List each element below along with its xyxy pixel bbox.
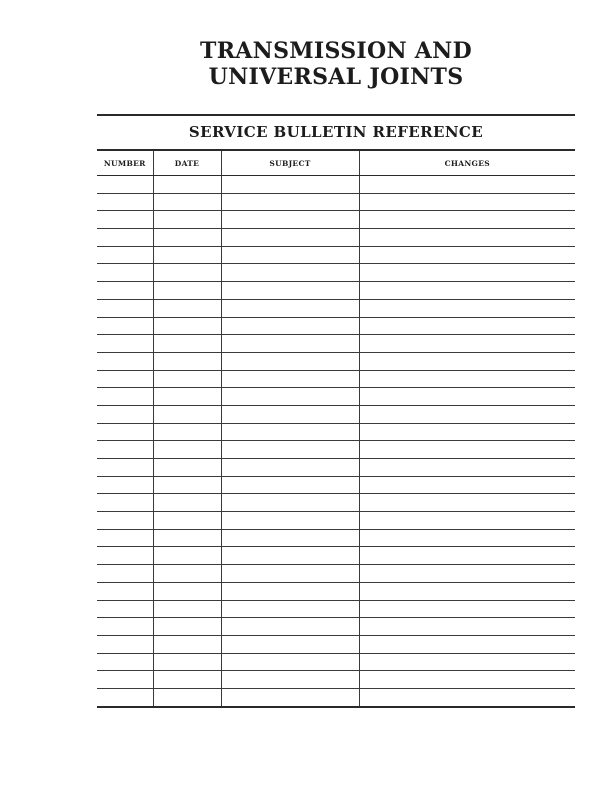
table-row <box>97 512 575 530</box>
number-cell <box>97 335 153 353</box>
table-row <box>97 529 575 547</box>
page-title <box>0 38 612 90</box>
table-row <box>97 264 575 282</box>
subject-cell <box>221 211 359 229</box>
table-row <box>97 565 575 583</box>
date-cell <box>153 671 221 689</box>
changes-cell <box>359 299 575 317</box>
table-row <box>97 688 575 706</box>
table-row <box>97 405 575 423</box>
date-cell <box>153 565 221 583</box>
table-row <box>97 459 575 477</box>
subject-cell <box>221 246 359 264</box>
column-header-number: NUMBER <box>97 151 153 176</box>
date-cell <box>153 653 221 671</box>
service-bulletin-reference-form <box>97 114 575 708</box>
changes-cell <box>359 405 575 423</box>
number-cell <box>97 193 153 211</box>
number-cell <box>97 512 153 530</box>
table-row <box>97 441 575 459</box>
table-row <box>97 211 575 229</box>
changes-cell <box>359 193 575 211</box>
number-cell <box>97 441 153 459</box>
changes-cell <box>359 335 575 353</box>
section-heading: SERVICE BULLETIN REFERENCE <box>188 123 484 141</box>
date-cell <box>153 688 221 706</box>
subject-cell <box>221 264 359 282</box>
number-cell <box>97 282 153 300</box>
date-cell <box>153 246 221 264</box>
subject-cell <box>221 512 359 530</box>
changes-cell <box>359 441 575 459</box>
table-row <box>97 476 575 494</box>
date-cell <box>153 264 221 282</box>
number-cell <box>97 423 153 441</box>
changes-cell <box>359 246 575 264</box>
table-row <box>97 423 575 441</box>
date-cell <box>153 529 221 547</box>
changes-cell <box>359 529 575 547</box>
changes-cell <box>359 459 575 477</box>
number-cell <box>97 688 153 706</box>
title-line-1: TRANSMISSION AND <box>200 38 472 64</box>
table-row <box>97 352 575 370</box>
date-cell <box>153 388 221 406</box>
date-cell <box>153 282 221 300</box>
date-cell <box>153 405 221 423</box>
table-row <box>97 299 575 317</box>
table-row <box>97 176 575 194</box>
date-cell <box>153 547 221 565</box>
subject-cell <box>221 600 359 618</box>
subject-cell <box>221 352 359 370</box>
subject-cell <box>221 459 359 477</box>
number-cell <box>97 299 153 317</box>
column-header-subject: SUBJECT <box>221 151 359 176</box>
table-row <box>97 653 575 671</box>
number-cell <box>97 229 153 247</box>
number-cell <box>97 476 153 494</box>
subject-cell <box>221 688 359 706</box>
table-row <box>97 246 575 264</box>
date-cell <box>153 459 221 477</box>
date-cell <box>153 176 221 194</box>
table-row <box>97 635 575 653</box>
changes-cell <box>359 512 575 530</box>
changes-cell <box>359 688 575 706</box>
subject-cell <box>221 441 359 459</box>
table-row <box>97 494 575 512</box>
subject-cell <box>221 565 359 583</box>
number-cell <box>97 211 153 229</box>
table-row <box>97 582 575 600</box>
changes-cell <box>359 671 575 689</box>
number-cell <box>97 264 153 282</box>
table-body <box>97 176 575 707</box>
table-row <box>97 335 575 353</box>
changes-cell <box>359 635 575 653</box>
number-cell <box>97 547 153 565</box>
number-cell <box>97 529 153 547</box>
date-cell <box>153 600 221 618</box>
changes-cell <box>359 388 575 406</box>
subject-cell <box>221 671 359 689</box>
subject-cell <box>221 388 359 406</box>
changes-cell <box>359 282 575 300</box>
changes-cell <box>359 211 575 229</box>
number-cell <box>97 459 153 477</box>
changes-cell <box>359 565 575 583</box>
number-cell <box>97 388 153 406</box>
changes-cell <box>359 582 575 600</box>
subject-cell <box>221 635 359 653</box>
changes-cell <box>359 264 575 282</box>
table-row <box>97 600 575 618</box>
changes-cell <box>359 370 575 388</box>
changes-cell <box>359 317 575 335</box>
subject-cell <box>221 547 359 565</box>
number-cell <box>97 352 153 370</box>
table-row <box>97 547 575 565</box>
table-row <box>97 618 575 636</box>
table-row <box>97 317 575 335</box>
changes-cell <box>359 547 575 565</box>
changes-cell <box>359 423 575 441</box>
date-cell <box>153 476 221 494</box>
date-cell <box>153 635 221 653</box>
changes-cell <box>359 176 575 194</box>
subject-cell <box>221 299 359 317</box>
date-cell <box>153 211 221 229</box>
subject-cell <box>221 529 359 547</box>
number-cell <box>97 370 153 388</box>
subject-cell <box>221 229 359 247</box>
subject-cell <box>221 618 359 636</box>
changes-cell <box>359 494 575 512</box>
table-header-row <box>97 151 575 176</box>
changes-cell <box>359 352 575 370</box>
number-cell <box>97 618 153 636</box>
changes-cell <box>359 653 575 671</box>
subject-cell <box>221 405 359 423</box>
number-cell <box>97 317 153 335</box>
changes-cell <box>359 600 575 618</box>
date-cell <box>153 335 221 353</box>
date-cell <box>153 352 221 370</box>
subject-cell <box>221 176 359 194</box>
date-cell <box>153 229 221 247</box>
table-row <box>97 193 575 211</box>
number-cell <box>97 246 153 264</box>
date-cell <box>153 317 221 335</box>
date-cell <box>153 193 221 211</box>
date-cell <box>153 370 221 388</box>
date-cell <box>153 512 221 530</box>
subject-cell <box>221 282 359 300</box>
subject-cell <box>221 370 359 388</box>
number-cell <box>97 582 153 600</box>
number-cell <box>97 176 153 194</box>
number-cell <box>97 494 153 512</box>
changes-cell <box>359 618 575 636</box>
table-row <box>97 282 575 300</box>
number-cell <box>97 653 153 671</box>
date-cell <box>153 494 221 512</box>
table-row <box>97 229 575 247</box>
subject-cell <box>221 423 359 441</box>
subject-cell <box>221 335 359 353</box>
bulletin-reference-table <box>97 151 575 708</box>
date-cell <box>153 441 221 459</box>
subject-cell <box>221 476 359 494</box>
subject-cell <box>221 193 359 211</box>
changes-cell <box>359 476 575 494</box>
subject-cell <box>221 494 359 512</box>
number-cell <box>97 405 153 423</box>
table-row <box>97 370 575 388</box>
number-cell <box>97 671 153 689</box>
column-header-date: DATE <box>153 151 221 176</box>
table-row <box>97 388 575 406</box>
table-row <box>97 671 575 689</box>
date-cell <box>153 618 221 636</box>
subject-cell <box>221 653 359 671</box>
number-cell <box>97 565 153 583</box>
subject-cell <box>221 582 359 600</box>
column-header-changes: CHANGES <box>359 151 575 176</box>
title-line-2: UNIVERSAL JOINTS <box>208 64 464 90</box>
subject-cell <box>221 317 359 335</box>
number-cell <box>97 635 153 653</box>
date-cell <box>153 423 221 441</box>
date-cell <box>153 299 221 317</box>
date-cell <box>153 582 221 600</box>
number-cell <box>97 600 153 618</box>
changes-cell <box>359 229 575 247</box>
